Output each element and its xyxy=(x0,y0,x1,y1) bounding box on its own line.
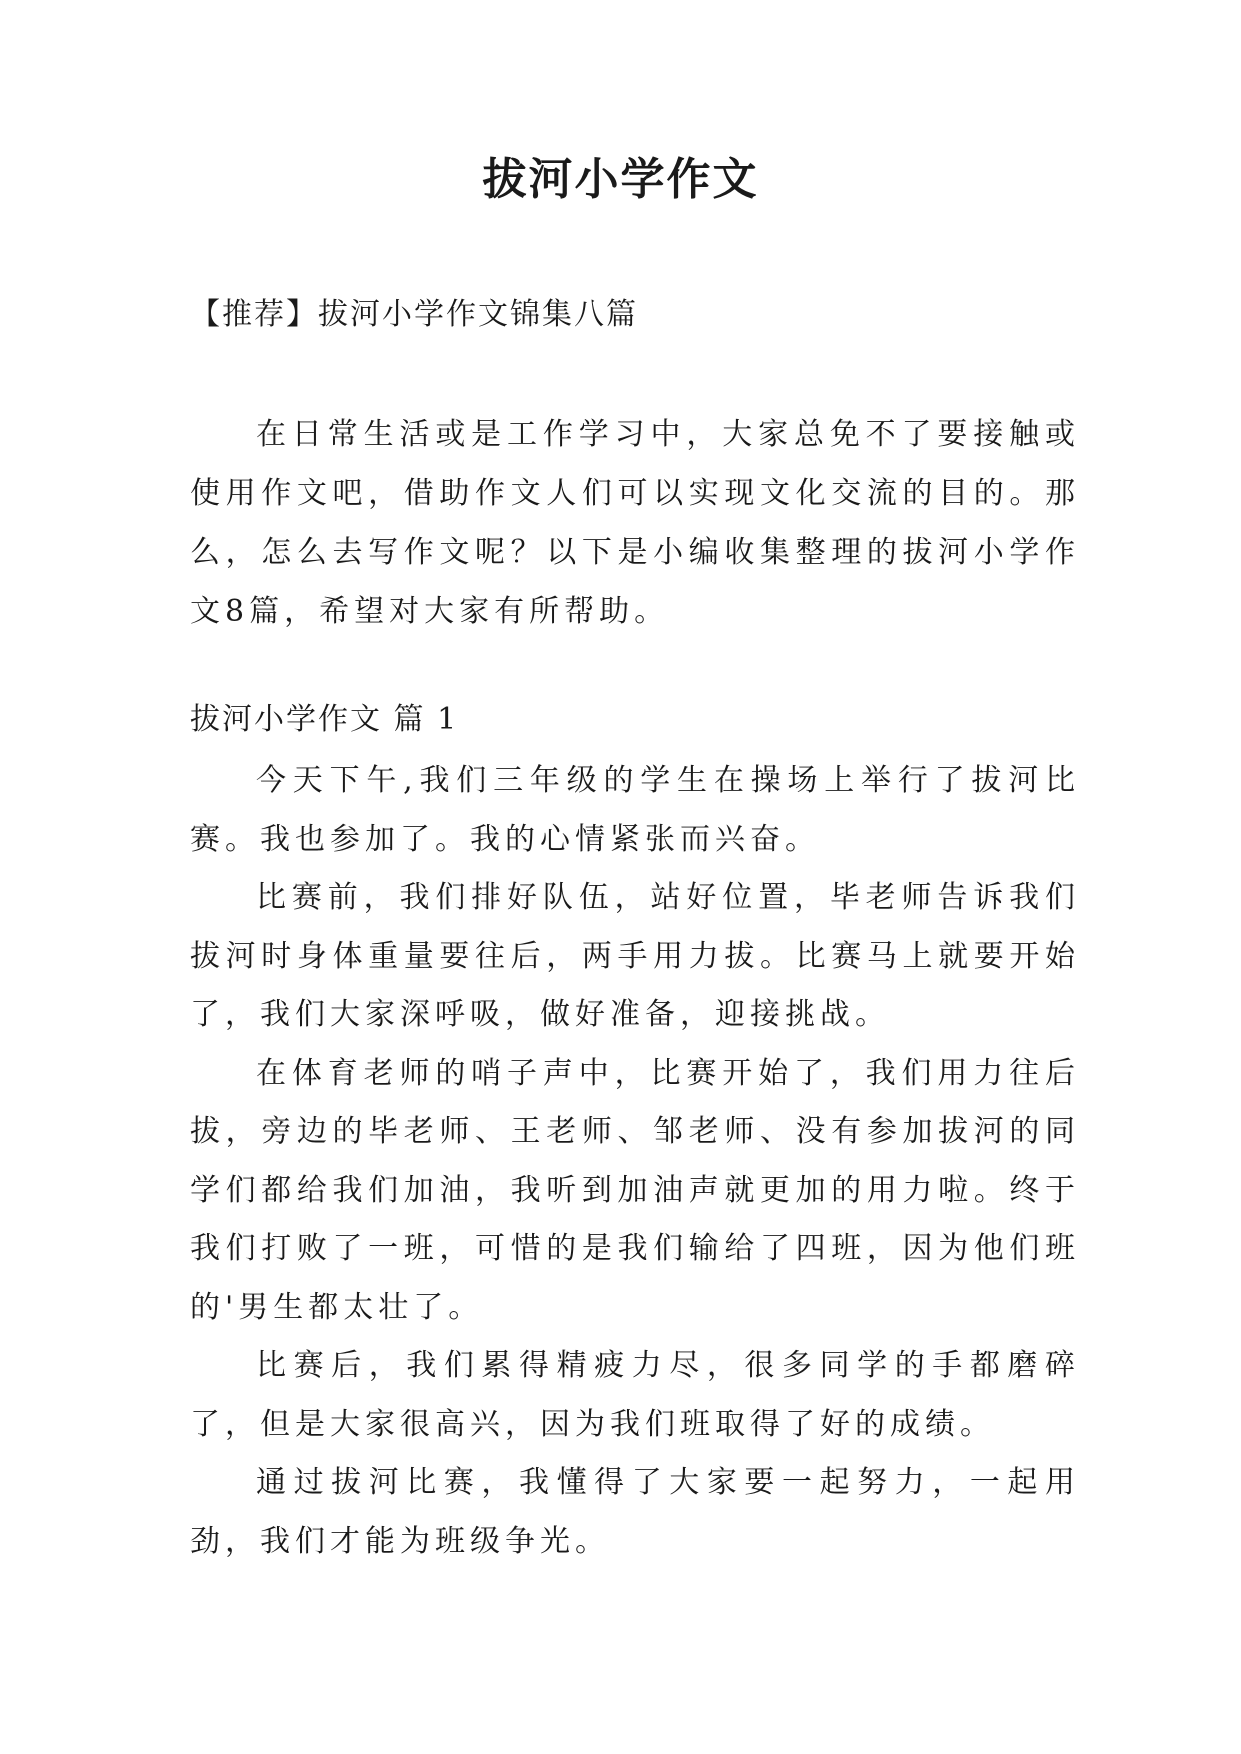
essay-paragraph: 比赛前，我们排好队伍，站好位置，毕老师告诉我们拔河时身体重量要往后，两手用力拔。比赛马上就要开始了，我们大家深呼吸，做好准备，迎接挑战。 xyxy=(190,880,1080,1032)
essay-body xyxy=(190,752,1080,1571)
document-subtitle: 【推荐】拔河小学作文锦集八篇 xyxy=(190,297,638,332)
essay-paragraph: 在体育老师的哨子声中，比赛开始了，我们用力往后拔，旁边的毕老师、王老师、邹老师、没有参加拔河的同学们都给我们加油，我听到加油声就更加的用力啦。终于我们打败了一班，可惜的是我们输给了四班，因为他们班的'男生都太壮了。 xyxy=(190,1055,1080,1325)
essay-paragraph: 比赛后，我们累得精疲力尽，很多同学的手都磨碎了，但是大家很高兴，因为我们班取得了好的成绩。 xyxy=(190,1348,1080,1442)
essay-paragraph: 今天下午,我们三年级的学生在操场上举行了拔河比赛。我也参加了。我的心情紧张而兴奋。 xyxy=(190,763,1080,857)
intro-paragraph: 在日常生活或是工作学习中，大家总免不了要接触或使用作文吧，借助作文人们可以实现文化交流的目的。那么，怎么去写作文呢？以下是小编收集整理的拔河小学作文8篇，希望对大家有所帮助。 xyxy=(190,417,1080,629)
document-title: 拔河小学作文 xyxy=(482,154,759,205)
essay-paragraph: 通过拔河比赛，我懂得了大家要一起努力，一起用劲，我们才能为班级争光。 xyxy=(190,1465,1080,1559)
section-heading: 拔河小学作文 篇 1 xyxy=(190,702,459,737)
